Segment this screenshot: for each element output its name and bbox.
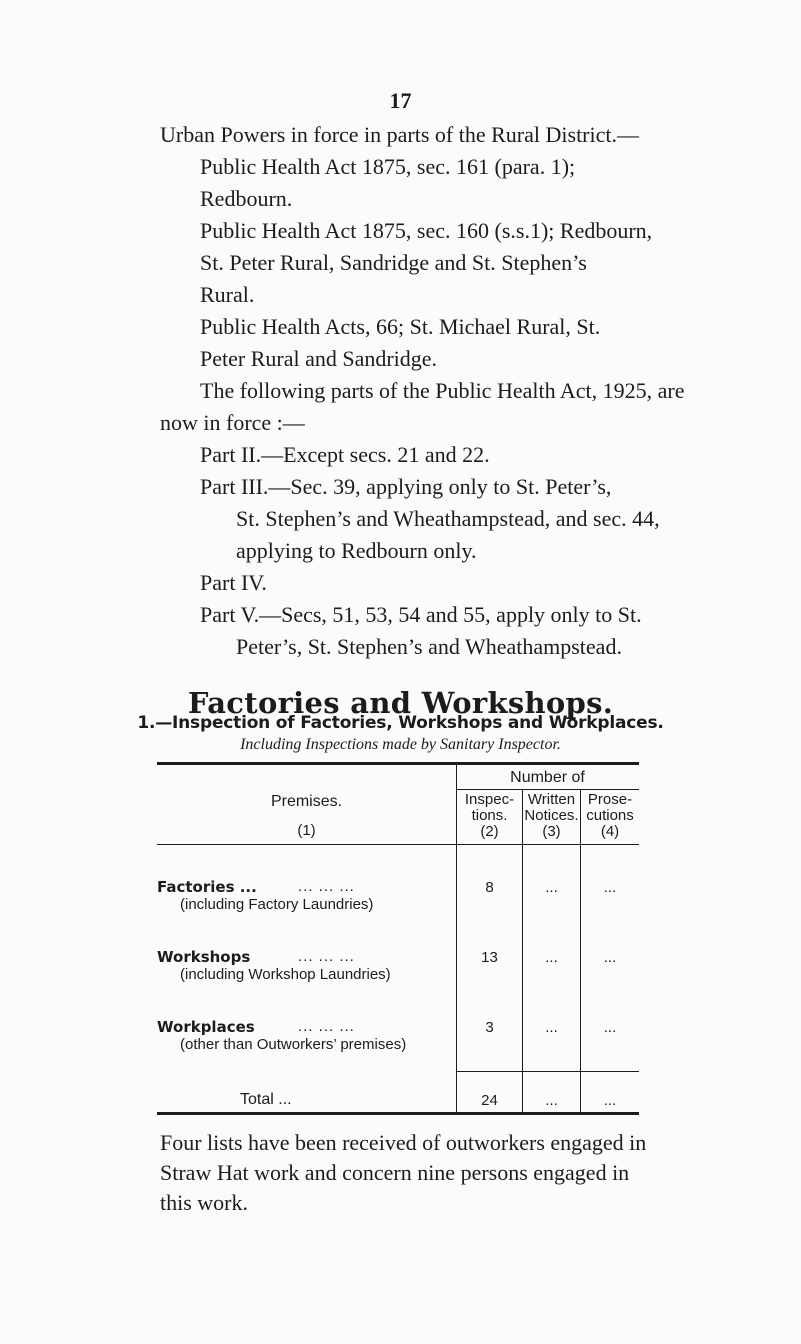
leader-dots: ... ... ...: [298, 878, 355, 895]
row-subtitle: (including Workshop Laundries): [180, 966, 391, 983]
paragraph-line: Public Health Act 1875, sec. 161 (para. 1);: [200, 154, 576, 179]
paragraph-line: applying to Redbourn only.: [236, 538, 477, 563]
prosecutions-value: ...: [603, 1019, 617, 1036]
header-line: Notices.: [524, 807, 579, 824]
paragraph-line: Public Health Act 1875, sec. 160 (s.s.1); Redbourn,: [200, 218, 653, 243]
notices-value: ...: [545, 1019, 558, 1036]
premises-column-number: (1): [297, 822, 316, 839]
row-label-workplaces: Workplaces: [157, 1018, 255, 1036]
header-line: cutions: [586, 807, 634, 824]
table-bottom-rule: [157, 1112, 639, 1115]
premises-header: Premises.: [270, 793, 343, 810]
paragraph-line: Part IV.: [200, 570, 267, 595]
paragraph-line: St. Peter Rural, Sandridge and St. Stephen’s: [200, 250, 587, 275]
total-inspections: 24: [481, 1092, 498, 1109]
group-header-rule: [456, 789, 639, 790]
notices-value: ...: [545, 949, 558, 966]
paragraph-line: Peter’s, St. Stephen’s and Wheathampstead.: [236, 634, 622, 659]
inspections-value: 13: [481, 949, 498, 966]
total-label: Total ...: [240, 1091, 292, 1108]
header-bottom-rule: [157, 844, 639, 845]
inspections-value: 3: [485, 1019, 494, 1036]
column-number: (3): [542, 823, 561, 840]
footer-line: Four lists have been received of outworkers engaged in: [160, 1130, 647, 1155]
column-number: (4): [600, 823, 620, 840]
inspections-value: 8: [485, 879, 494, 896]
paragraph-line: Part V.—Secs, 51, 53, 54 and 55, apply only to St.: [200, 602, 642, 627]
total-prosecutions: ...: [603, 1092, 617, 1109]
prosecutions-header: [581, 792, 639, 840]
paragraph-line: St. Stephen’s and Wheathampstead, and sec. 44,: [236, 506, 660, 531]
prosecutions-value: ...: [603, 879, 617, 896]
header-line: tions.: [471, 807, 508, 824]
footer-paragraph: [160, 1128, 646, 1218]
header-line: Inspec-: [464, 791, 515, 808]
total-notices: ...: [545, 1092, 558, 1109]
inspections-header: [457, 792, 522, 840]
header-line: Prose-: [587, 791, 633, 808]
paragraph-line: Redbourn.: [200, 186, 293, 211]
paragraph-line: Rural.: [200, 282, 255, 307]
paragraph-line: Part III.—Sec. 39, applying only to St. Peter’s,: [200, 474, 612, 499]
column-number: (2): [480, 823, 499, 840]
paragraph-line: Urban Powers in force in parts of the Rural District.—: [160, 122, 639, 147]
group-header: Number of: [510, 769, 585, 786]
paragraph-line: now in force :—: [160, 410, 305, 435]
paragraph-line: Peter Rural and Sandridge.: [200, 346, 438, 371]
leader-dots: ... ... ...: [298, 948, 355, 965]
row-subtitle: (including Factory Laundries): [180, 896, 374, 913]
notices-header: [523, 792, 580, 840]
footer-line: Straw Hat work and concern nine persons engaged in: [160, 1160, 630, 1185]
table-top-rule: [157, 762, 639, 765]
row-label-workshops: Workshops: [157, 948, 251, 966]
paragraph-line: Public Health Acts, 66; St. Michael Rural, St.: [200, 314, 601, 339]
paragraph-line: The following parts of the Public Health Act, 1925, are: [200, 378, 685, 403]
header-line: Written: [527, 791, 576, 808]
footer-line: this work.: [160, 1190, 248, 1215]
notices-value: ...: [545, 879, 558, 896]
total-rule: [456, 1071, 639, 1072]
prosecutions-value: ...: [603, 949, 617, 966]
section-subheading: 1.—Inspection of Factories, Workshops and Workplaces.: [137, 713, 664, 733]
section-caption: Including Inspections made by Sanitary Inspector.: [240, 736, 561, 753]
leader-dots: ... ... ...: [298, 1018, 355, 1035]
section-heading: Factories and Workshops.: [187, 686, 614, 720]
row-label-factories: Factories ...: [157, 878, 257, 896]
paragraph-line: Part II.—Except secs. 21 and 22.: [200, 442, 490, 467]
page-number: 17: [389, 88, 412, 113]
row-subtitle: (other than Outworkers’ premises): [180, 1036, 407, 1053]
